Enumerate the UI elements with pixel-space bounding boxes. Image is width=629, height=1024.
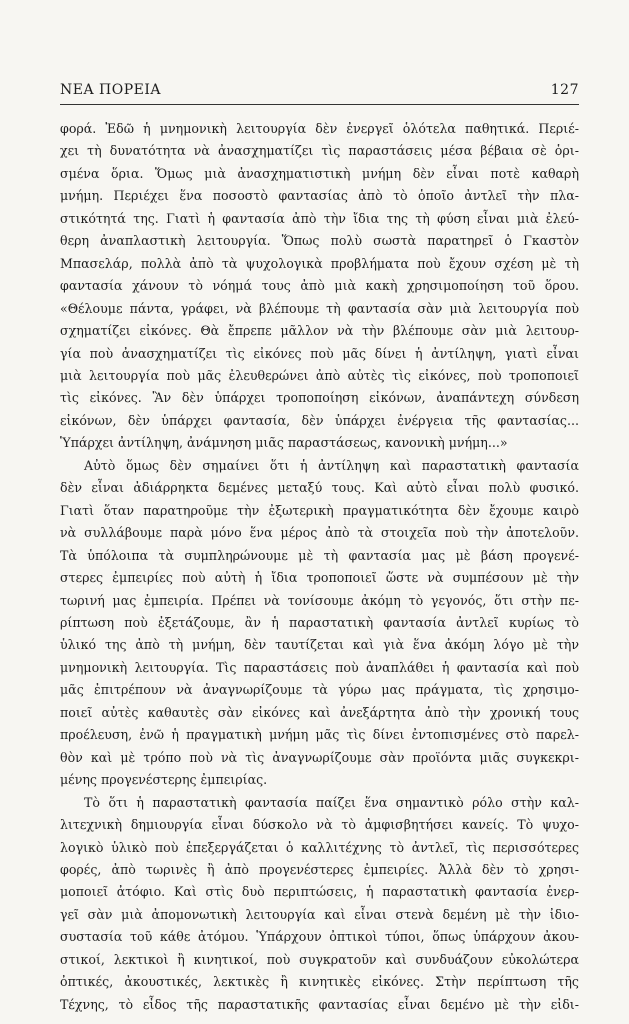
text-line: ρίπτωση ποὺ ἐξετάζουμε, ἂν ἡ παραστατικὴ φαντασία ἀντλεῖ κυρίως τὸ [60,614,579,630]
text-line: λογικὸ ὑλικὸ ποὺ ἐπεξεργάζεται ὁ καλλιτέχνης τὸ ἀντλεῖ, τὶς περισσότερες [60,839,579,855]
paragraph-3 [60,792,579,1017]
text-line: μνημονικὴ λειτουργία. Τὶς παραστάσεις ποὺ ἀναπλάθει ἡ φαντασία καὶ ποὺ [60,659,579,675]
text-line: μνήμη. Περιέχει ἕνα ποσοστὸ φαντασίας ἀπὸ τὸ ὁποῖο ἀντλεῖ τὴν πλα- [60,188,579,204]
body-text [60,118,579,1016]
page-header [60,82,579,98]
text-line: σμένα ὅρια. Ὅμως μιὰ ἀνασχηματιστικὴ μνήμη δὲν εἶναι ποτὲ καθαρὴ [60,165,579,181]
text-line: φορά. Ἐδῶ ἡ μνημονικὴ λειτουργία δὲν ἐνεργεῖ ὁλότελα παθητικά. Περιέ- [60,121,579,136]
text-line: στικότητά της. Γιατὶ ἡ φαντασία ἀπὸ τὴν ἴδια της τὴ φύση εἶναι μιὰ ἐλεύ- [60,210,579,226]
text-line: γεῖ σὰν μιὰ ἀπομονωτικὴ λειτουργία καὶ εἶναι στενὰ δεμένη μὲ τὴν ἰδιο- [60,906,579,922]
text-line: Αὐτὸ ὅμως δὲν σημαίνει ὅτι ἡ ἀντίληψη καὶ παραστατικὴ φαντασία [84,457,579,473]
text-line: φορές, ἀπὸ τωρινὲς ἢ ἀπὸ προγενέστερες ἐμπειρίες. Ἀλλὰ δὲν τὸ χρησι- [60,861,579,877]
text-line: προέλευση, ἐνῶ ἡ πραγματικὴ μνήμη μᾶς τὶς δίνει ἐντοπισμένες στὸ παρελ- [60,727,579,743]
text-line: τὶς εἰκόνες. Ἂν δὲν ὑπάρχει τροποποίηση εἰκόνων, ἀναπάντεχη σύνδεση [60,390,579,406]
text-line: φαντασία χάνουν τὸ νόημά τους ἀπὸ μιὰ κακὴ χρησιμοποίηση τοῦ ὅρου. [60,278,579,294]
text-line: εἰκόνων, δὲν ὑπάρχει φαντασία, δὲν ὑπάρχει ἐνέργεια τῆς φαντασίας... [60,412,579,428]
text-line: δὲν εἶναι ἀδιάρρηκτα δεμένες μεταξύ τους. Καὶ αὐτὸ εἶναι πολὺ φυσικό. [60,480,579,496]
text-line: μένης προγενέστερης ἐμπειρίας. [60,772,268,788]
text-line: μᾶς ἐπιτρέπουν νὰ ἀναγνωρίζουμε τὰ γύρω μας πράγματα, τὶς χρησιμο- [60,682,579,698]
header-rule [60,104,579,105]
text-line: Μπασελάρ, πολλὰ ἀπὸ τὰ ψυχολογικὰ προβλήματα ποὺ ἔχουν σχέση μὲ τὴ [60,255,579,271]
text-line: θερη ἀναπλαστικὴ λειτουργία. Ὅπως πολὺ σωστὰ παρατηρεῖ ὁ Γκαστὸν [60,233,579,249]
text-line: τωρινή μας ἐμπειρία. Πρέπει νὰ τονίσουμε ἀκόμη τὸ γεγονός, ὅτι στὴν πε- [60,592,579,608]
text-line: ὑλικό της ἀπὸ τὴ μνήμη, δὲν ταυτίζεται καὶ γιὰ ἕνα ἀκόμη λόγο μὲ τὴν [60,637,579,653]
text-line: «Θέλουμε πάντα, γράφει, νὰ βλέπουμε τὴ φαντασία σὰν μιὰ λειτουργία ποὺ [60,300,579,316]
text-line: μιὰ λειτουργία ποὺ μᾶς ἐλευθερώνει ἀπὸ αὐτὲς τὶς εἰκόνες, ποὺ τροποποιεῖ [60,367,579,383]
paragraph-1 [60,118,579,455]
text-line: ποιεῖ αὐτὲς καθαυτὲς σὰν εἰκόνες καὶ ἀνεξάρτητα ἀπὸ τὴν χρονική τους [60,704,579,720]
text-line: στερες ἐμπειρίες ποὺ αὐτὴ ἡ ἴδια τροποποιεῖ ὥστε νὰ συμπέσουν μὲ τὴν [60,570,579,586]
paragraph-2 [60,455,579,792]
text-line: Ὑπάρχει ἀντίληψη, ἀνάμνηση μιᾶς παραστάσεως, κανονικὴ μνήμη...» [60,435,508,451]
text-line: λιτεχνικὴ δημιουργία εἶναι δύσκολο νὰ τὸ ἀμφισβητήσει κανείς. Τὸ ψυχο- [60,817,579,833]
text-line: Γιατὶ ὅταν παρατηροῦμε τὴν ἐξωτερικὴ πραγματικότητα δὲν ἔχουμε καιρὸ [60,502,579,518]
text-line: ὀπτικές, ἀκουστικές, λεκτικὲς ἢ κινητικὲς εἰκόνες. Στὴν περίπτωση τῆς [60,974,579,990]
text-line: στικοί, λεκτικοὶ ἢ κινητικοί, ποὺ συγκρατοῦν καὶ συνδυάζουν εὐκολώτερα [60,951,579,967]
text-line: σχηματίζει εἰκόνες. Θὰ ἔπρεπε μᾶλλον νὰ τὴν βλέπουμε σὰν μιὰ λειτουρ- [60,323,579,339]
text-line: γία ποὺ ἀνασχηματίζει τὶς εἰκόνες ποὺ μᾶς δίνει ἡ ἀντίληψη, γιατὶ εἶναι [60,345,579,361]
text-line: χει τὴ δυνατότητα νὰ ἀνασχηματίζει τὶς παραστάσεις μέσα βέβαια σὲ ὁρι- [60,143,579,159]
running-title: ΝΕΑ ΠΟΡΕΙΑ [60,82,161,98]
text-line: συστασία τοῦ κάθε ἀτόμου. Ὑπάρχουν ὀπτικοὶ τύποι, ὅπως ὑπάρχουν ἀκου- [60,929,579,945]
text-line: Τέχνης, τὸ εἶδος τῆς παραστατικῆς φαντασίας εἶναι δεμένο μὲ τὴν εἰδι- [60,996,579,1012]
page-number: 127 [550,82,579,98]
text-line: Τὰ ὑπόλοιπα τὰ συμπληρώνουμε μὲ τὴ φαντασία μας μὲ βάση προγενέ- [60,547,579,563]
text-line: Τὸ ὅτι ἡ παραστατικὴ φαντασία παίζει ἕνα σημαντικὸ ρόλο στὴν καλ- [84,794,579,810]
text-line: θὸν καὶ μὲ τρόπο ποὺ νὰ τὶς ἀναγνωρίζουμε σὰν προϊόντα μιᾶς συγκεκρι- [60,749,579,765]
text-line: νὰ συλλάβουμε παρὰ μόνο ἕνα μέρος ἀπὸ τὰ στοιχεῖα ποὺ τὴν ἀποτελοῦν. [60,525,579,541]
text-line: μοποιεῖ ἀτόφιο. Καὶ στὶς δυὸ περιπτώσεις, ἡ παραστατικὴ φαντασία ἐνερ- [60,884,579,900]
